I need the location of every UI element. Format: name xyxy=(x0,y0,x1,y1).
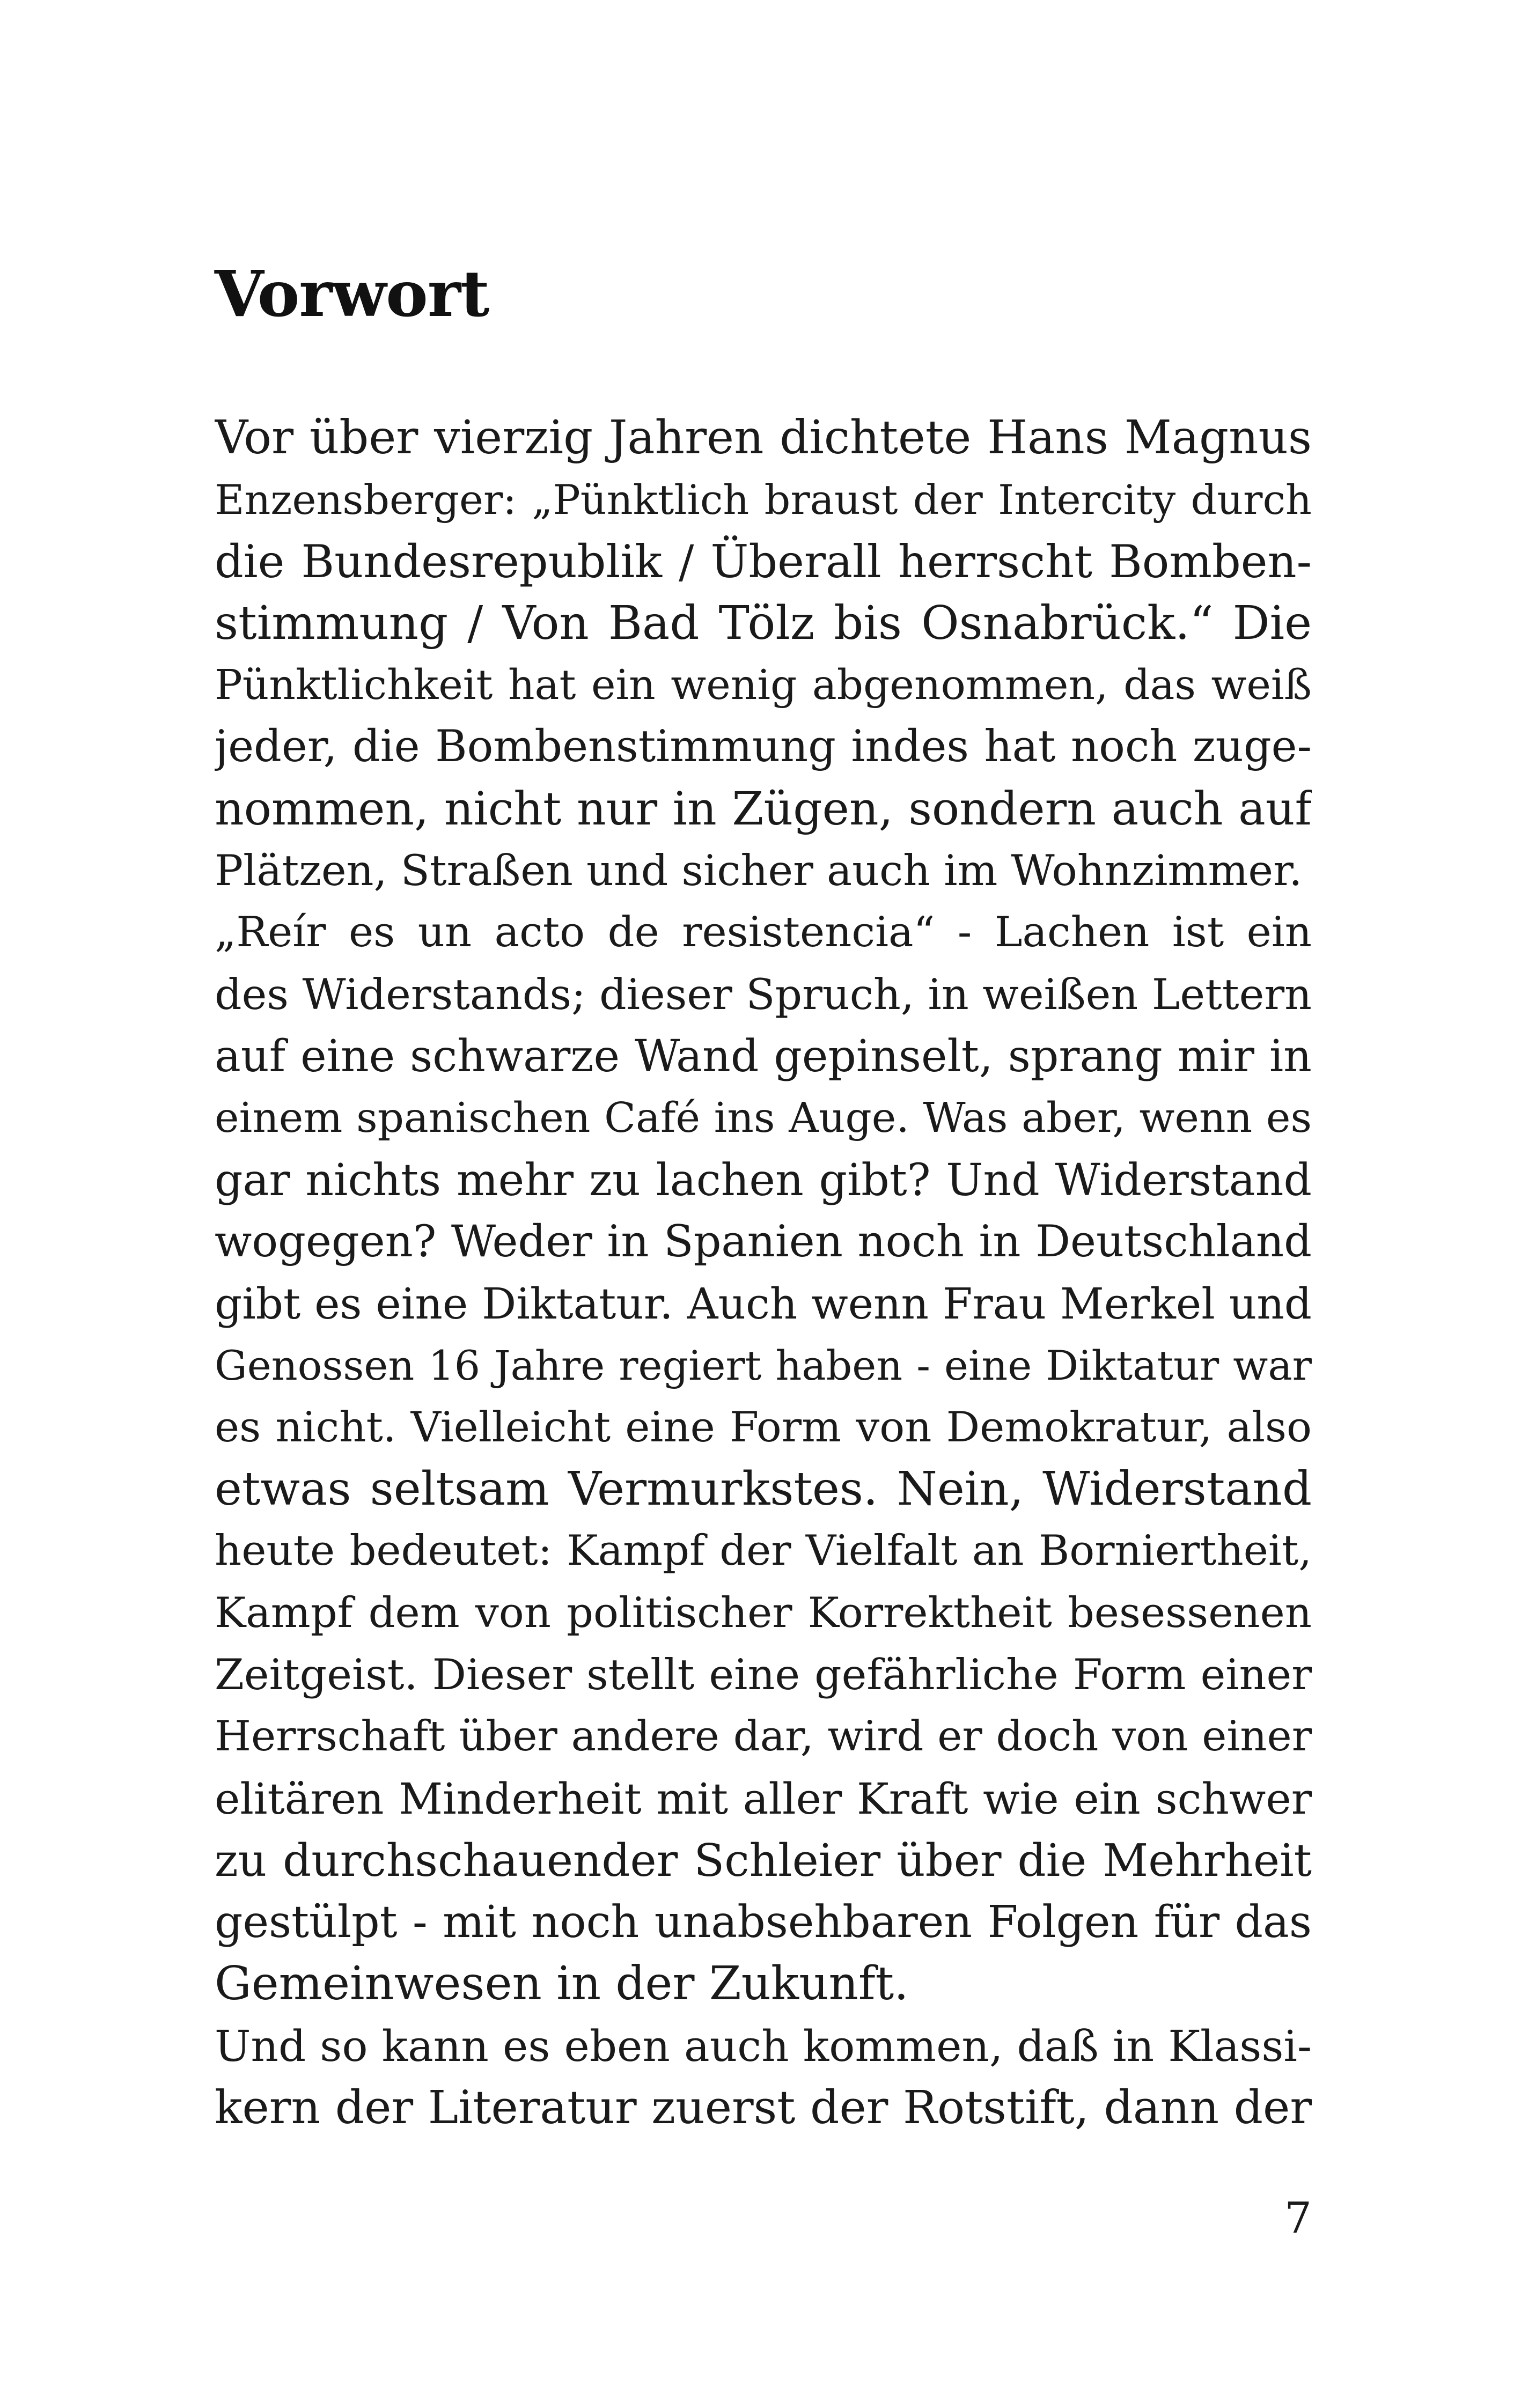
text-line: gibt es eine Diktatur. Auch wenn Frau Merkel und xyxy=(215,1279,1312,1329)
text-line: Herrschaft über andere dar, wird er doch von einer xyxy=(215,1712,1312,1761)
text-line: auf eine schwarze Wand gepinselt, sprang mir in xyxy=(215,1030,1312,1082)
page-number: 7 xyxy=(1284,2193,1312,2243)
body-text xyxy=(215,407,1312,2139)
text-line: Plätzen, Straßen und sicher auch im Wohnzimmer. xyxy=(215,846,1303,896)
chapter-heading: Vorwort xyxy=(215,256,489,331)
text-line: gar nichts mehr zu lachen gibt? Und Widerstand xyxy=(215,1154,1312,1206)
text-line: Und so kann es eben auch kommen, daß in Klassi- xyxy=(215,2021,1312,2071)
text-line: Genossen 16 Jahre regiert haben - eine Diktatur war xyxy=(215,1342,1312,1390)
text-line: nommen, nicht nur in Zügen, sondern auch auf xyxy=(215,782,1312,836)
text-line: gestülpt - mit noch unabsehbaren Folgen für das xyxy=(215,1897,1312,1948)
text-line: Zeitgeist. Dieser stellt eine gefährliche Form einer xyxy=(215,1649,1312,1699)
text-line: Vor über vierzig Jahren dichtete Hans Magnus xyxy=(215,411,1312,465)
text-line: etwas seltsam Vermurkstes. Nein, Widerstand xyxy=(215,1462,1312,1516)
text-line: Pünktlichkeit hat ein wenig abgenommen, das weiß xyxy=(215,661,1312,710)
text-line: „Reír es un acto de resistencia“ - Lachen ist ein xyxy=(215,908,1312,957)
text-line: Kampf dem von politischer Korrektheit besessenen xyxy=(215,1588,1312,1637)
text-line: stimmung / Von Bad Tölz bis Osnabrück.“ Die xyxy=(215,596,1312,650)
text-line: die Bundesrepublik / Überall herrscht Bomben- xyxy=(215,535,1312,588)
text-line: zu durchschauender Schleier über die Mehrheit xyxy=(215,1834,1312,1887)
text-line: des Widerstands; dieser Spruch, in weißen Lettern xyxy=(215,969,1312,1019)
text-line: kern der Literatur zuerst der Rotstift, dann der xyxy=(215,2081,1312,2135)
text-line: elitären Minderheit mit aller Kraft wie ein schwer xyxy=(215,1773,1312,1824)
text-line: wogegen? Weder in Spanien noch in Deutschland xyxy=(215,1216,1312,1267)
text-line: Enzensberger: „Pünktlich braust der Intercity durch xyxy=(215,476,1312,524)
text-line: einem spanischen Café ins Auge. Was aber, wenn es xyxy=(215,1094,1312,1143)
text-line: heute bedeutet: Kampf der Vielfalt an Borniertheit, xyxy=(215,1527,1312,1575)
text-line: es nicht. Vielleicht eine Form von Demokratur, also xyxy=(215,1403,1312,1452)
text-line: Gemeinwesen in der Zukunft. xyxy=(215,1957,909,2011)
text-line: jeder, die Bombenstimmung indes hat noch zuge- xyxy=(215,721,1312,772)
